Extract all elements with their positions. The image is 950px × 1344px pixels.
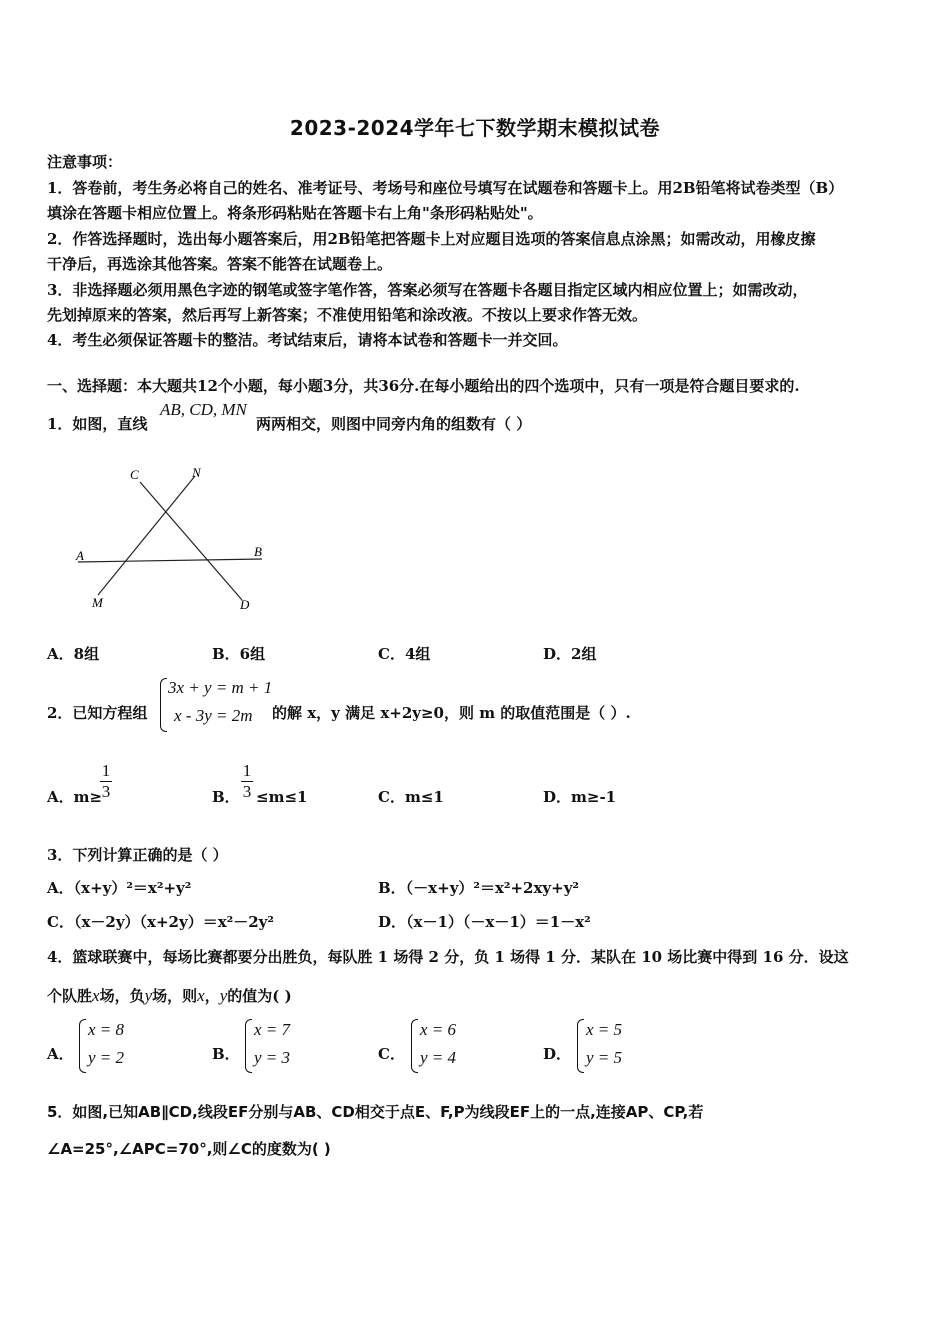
q4-stem-text: 场，负 [99, 987, 145, 1005]
q2-option-b-tail: ≤m≤1 [256, 788, 308, 806]
q4-option-b-eq1: x = 7 [254, 1020, 291, 1039]
q1-option-c: C．4组 [378, 645, 431, 663]
q2-option-b-label: B． [212, 788, 240, 806]
label-n: N [192, 465, 201, 480]
q5-line1: 5．如图,已知AB∥CD,线段EF分别与AB、CD相交于点E、F,P为线段EF上的一点,连接AP、CP,若 [47, 1103, 704, 1121]
q1-math: AB, CD, MN [160, 400, 247, 419]
line-ab [78, 559, 262, 562]
q3-option-c: C．（x－2y）（x+2y）＝x²－2y² [47, 913, 274, 931]
q4-stem-text: 场，则 [152, 987, 198, 1005]
notice-line: 先划掉原来的答案，然后再写上新答案；不准使用铅笔和涂改液。不按以上要求作答无效。 [47, 306, 648, 324]
notice-line: 4．考生必须保证答题卡的整洁。考试结束后，请将本试卷和答题卡一并交回。 [47, 331, 568, 349]
q4-option-b-label: B． [212, 1045, 240, 1063]
q4-stem-text: ， [204, 987, 220, 1005]
q3-stem: 3．下列计算正确的是（ ） [47, 846, 228, 864]
notice-line: 填涂在答题卡相应位置上。将条形码粘贴在答题卡右上角"条形码粘贴处"。 [47, 204, 543, 222]
q4-option-d-eq1: x = 5 [586, 1020, 623, 1039]
label-a: A [76, 548, 84, 563]
q2-eq1: 3x + y = m + 1 [168, 678, 273, 697]
q1-option-a: A．8组 [47, 645, 100, 663]
q4-option-d-eq2: y = 5 [586, 1048, 623, 1067]
q1-suffix: 两两相交，则图中同旁内角的组数有（ ） [256, 415, 532, 433]
label-c: C [130, 467, 139, 482]
q4-option-b-eq2: y = 3 [254, 1048, 291, 1067]
q3-option-a: A．（x+y）²＝x²+y² [47, 879, 192, 897]
q4-var-y: y [219, 986, 228, 1005]
q4-option-b-brace [245, 1019, 252, 1073]
q4-option-d-brace [577, 1019, 584, 1073]
q4-option-a-brace [79, 1019, 86, 1073]
notice-line: 3．非选择题必须用黑色字迹的钢笔或签字笔作答，答案必须写在答题卡各题目指定区域内相应位置上；如需改动， [47, 281, 808, 299]
q1-option-d: D．2组 [543, 645, 597, 663]
q2-prefix: 2．已知方程组 [47, 704, 148, 722]
q2-suffix: 的解 x，y 满足 x+2y≥0，则 m 的取值范围是（ ）. [272, 704, 631, 722]
q1-figure [70, 462, 280, 617]
notice-heading: 注意事项： [47, 153, 123, 171]
q2-eq2: x - 3y = 2m [174, 706, 253, 725]
page-title: 2023-2024学年七下数学期末模拟试卷 [289, 116, 661, 140]
q4-option-a-eq1: x = 8 [88, 1020, 125, 1039]
q2-option-b-fraction [241, 761, 253, 802]
label-d: D [240, 597, 250, 612]
q4-option-a-eq2: y = 2 [88, 1048, 125, 1067]
q4-option-c-label: C． [378, 1045, 405, 1063]
fraction-numerator: 1 [242, 761, 252, 780]
q4-option-a-label: A． [47, 1045, 74, 1063]
q2-brace [160, 678, 167, 732]
line-mn [98, 476, 195, 595]
label-b: B [254, 544, 262, 559]
q2-option-a-fraction [100, 761, 112, 802]
line-cd [140, 482, 242, 600]
q3-option-d: D．（x－1）（－x－1）＝1－x² [378, 913, 591, 931]
q4-option-c-eq2: y = 4 [420, 1048, 457, 1067]
q1-prefix: 1．如图，直线 [47, 415, 148, 433]
q4-option-c-brace [411, 1019, 418, 1073]
q5-line2: ∠A=25°,∠APC=70°,则∠C的度数为( ) [47, 1140, 331, 1158]
q4-stem-text: 的值为( ) [227, 987, 292, 1005]
notice-line: 干净后，再选涂其他答案。答案不能答在试题卷上。 [47, 255, 393, 273]
section-heading: 一、选择题：本大题共12个小题，每小题3分，共36分.在每小题给出的四个选项中，只有一项是符合题目要求的. [47, 377, 800, 395]
fraction-denominator: 3 [242, 782, 252, 801]
q4-var-x: x [92, 986, 100, 1005]
q4-option-c-eq1: x = 6 [420, 1020, 457, 1039]
q2-option-d: D．m≥-1 [543, 788, 617, 806]
fraction-numerator: 1 [101, 761, 111, 780]
fraction-denominator: 3 [101, 782, 111, 801]
q1-option-b: B．6组 [212, 645, 266, 663]
q4-stem-text: 个队胜 [47, 987, 93, 1005]
q4-var-y: y [144, 986, 153, 1005]
label-m: M [92, 595, 103, 610]
q4-var-x: x [197, 986, 205, 1005]
q4-option-d-label: D． [543, 1045, 572, 1063]
q2-option-a-label: A．m≥ [47, 788, 103, 806]
q4-stem-line2 [47, 988, 292, 1004]
q4-stem-line1: 4．篮球联赛中，每场比赛都要分出胜负，每队胜 1 场得 2 分，负 1 场得 1 分．某队在 10 场比赛中得到 16 分．设这 [47, 948, 849, 966]
notice-line: 2．作答选择题时，选出每小题答案后，用2B铅笔把答题卡上对应题目选项的答案信息点涂黑；如需改动，用橡皮擦 [47, 230, 816, 248]
notice-line: 1．答卷前，考生务必将自己的姓名、准考证号、考场号和座位号填写在试题卷和答题卡上。用2B铅笔将试卷类型（B） [47, 179, 844, 197]
q3-option-b: B．（－x+y）²＝x²+2xy+y² [378, 879, 580, 897]
q2-option-c: C．m≤1 [378, 788, 444, 806]
